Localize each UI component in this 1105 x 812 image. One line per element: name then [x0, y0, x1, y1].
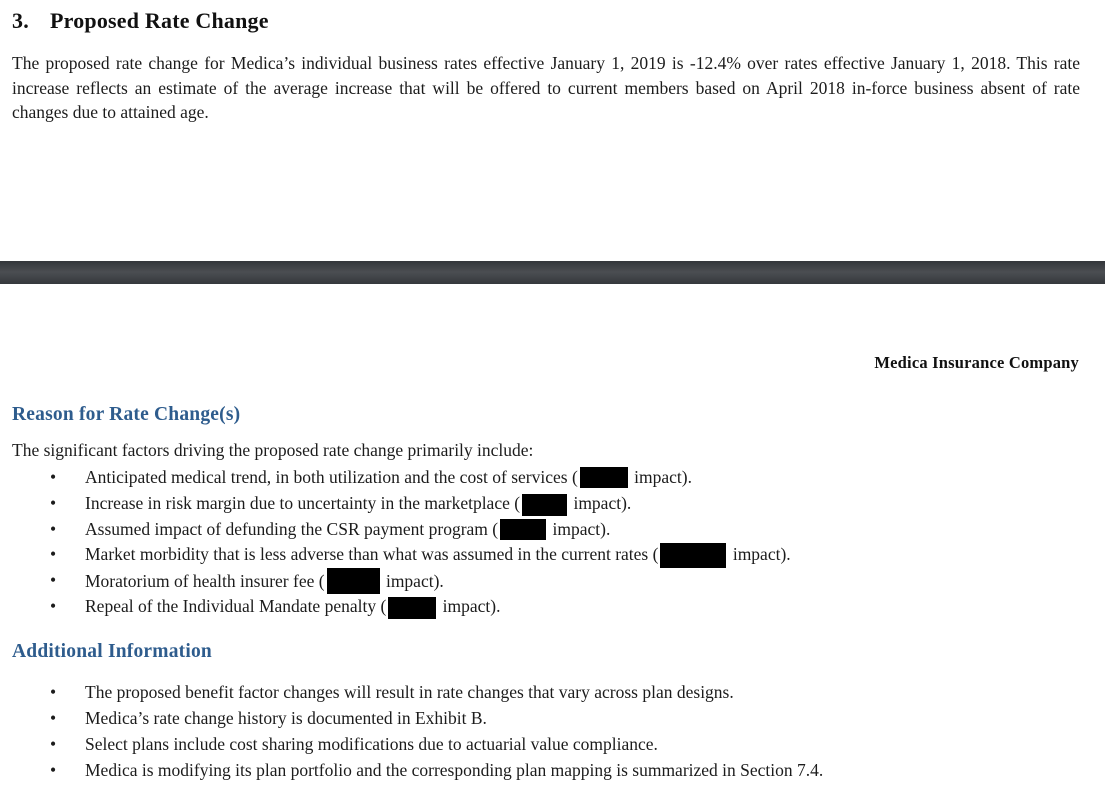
bullet-text-before: Moratorium of health insurer fee (: [85, 571, 325, 592]
bullet-marker: •: [50, 570, 57, 591]
bullet-text-after: impact).: [548, 518, 611, 539]
list-item: [0, 465, 1105, 491]
list-item: [0, 568, 1105, 594]
bullet-text-after: impact).: [438, 595, 501, 616]
redaction-box: [500, 519, 546, 540]
additional-information-heading: Additional Information: [12, 641, 212, 662]
bullet-marker: •: [50, 734, 57, 754]
bullet-text: Select plans include cost sharing modifications due to actuarial value compliance.: [85, 734, 658, 754]
bullet-text-after: impact).: [728, 544, 791, 565]
bullet-text-after: impact).: [381, 571, 444, 592]
list-item: [0, 491, 1105, 517]
bullet-marker: •: [50, 682, 57, 702]
reason-bullet-list: [0, 465, 1105, 620]
bullet-text-after: impact).: [629, 467, 692, 487]
list-item: [0, 542, 1105, 568]
bullet-marker: •: [50, 760, 57, 780]
list-item: [0, 517, 1105, 543]
bullet-text: Medica is modifying its plan portfolio and the corresponding plan mapping is summarized in Section 7.4.: [85, 760, 824, 780]
bullet-text-before: Anticipated medical trend, in both utilization and the cost of services (: [85, 467, 578, 487]
list-item: [0, 731, 1105, 757]
list-item: [0, 705, 1105, 731]
bullet-marker: •: [50, 467, 57, 487]
bullet-marker: •: [50, 544, 57, 565]
redaction-box: [522, 494, 567, 516]
additional-bullet-list: [0, 679, 1105, 783]
redaction-box: [327, 568, 380, 594]
list-item: [0, 594, 1105, 620]
redaction-box: [660, 543, 726, 568]
bullet-text: The proposed benefit factor changes will result in rate changes that vary across plan designs.: [85, 682, 734, 702]
section-title: Proposed Rate Change: [50, 8, 269, 33]
page-separator-bar: [0, 261, 1105, 284]
bullet-marker: •: [50, 708, 57, 728]
list-item: [0, 679, 1105, 705]
list-item: [0, 757, 1105, 783]
company-name-header: Medica Insurance Company: [874, 353, 1079, 372]
redaction-box: [580, 467, 628, 488]
reason-lead-sentence: The significant factors driving the proposed rate change primarily include:: [12, 440, 534, 460]
bullet-marker: •: [50, 518, 57, 539]
section-heading: [12, 8, 269, 34]
bullet-text-before: Market morbidity that is less adverse than what was assumed in the current rates (: [85, 544, 659, 565]
bullet-text-after: impact).: [569, 492, 632, 513]
bullet-marker: •: [50, 492, 57, 513]
bullet-text-before: Assumed impact of defunding the CSR payment program (: [85, 518, 499, 539]
reason-for-rate-change-heading: Reason for Rate Change(s): [12, 404, 241, 425]
intro-paragraph: The proposed rate change for Medica’s individual business rates effective January 1, 2019 is -12.4% over rates effective January 1, 2018. This rate increase reflects an estimate of the average increase that will be offered to current members based on April 2018 in-force business absent of rate changes due to attained age.: [12, 53, 1080, 122]
bullet-marker: •: [50, 595, 57, 616]
redaction-box: [388, 597, 436, 619]
bullet-text: Medica’s rate change history is documented in Exhibit B.: [85, 708, 487, 728]
bullet-text-before: Increase in risk margin due to uncertainty in the marketplace (: [85, 492, 521, 513]
bullet-text-before: Repeal of the Individual Mandate penalty (: [85, 595, 387, 616]
section-number: 3.: [12, 8, 29, 33]
